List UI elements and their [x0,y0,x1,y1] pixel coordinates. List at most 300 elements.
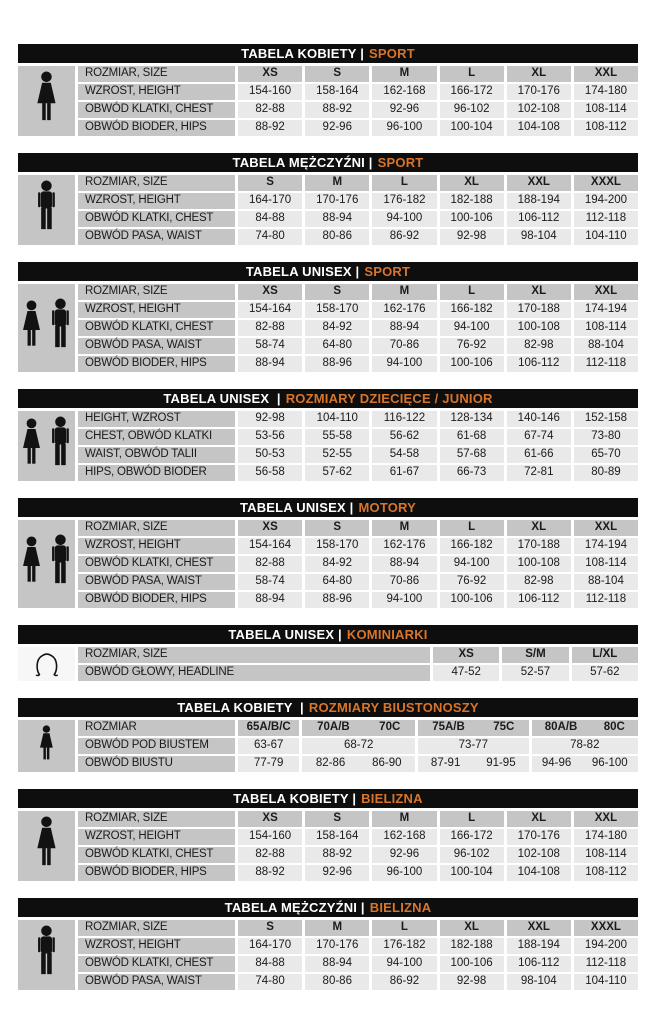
table-row [78,193,638,209]
value-cell [507,956,571,972]
cell-text: XXL [527,176,550,189]
value-cell [238,865,302,881]
cell-text: 162-176 [383,303,426,316]
value-cell [372,938,436,954]
cell-text: XXXL [590,176,621,189]
cell-text: 57-62 [590,666,620,679]
value-cell [305,84,369,100]
table-row [78,865,638,881]
table-title-accent: SPORT [369,46,415,61]
value-cell [238,429,302,445]
value-cell [440,465,504,481]
row-label: OBWÓD GŁOWY, HEADLINE [78,665,430,681]
cell-text: 88-94 [255,593,285,606]
size-header-cell [502,647,568,663]
value-cell [574,592,638,608]
cell-text: S [333,521,342,534]
cell-text: XS [262,812,278,825]
value-cell [238,956,302,972]
value-cell [572,665,638,681]
table-title-bar [18,153,638,172]
row-label: HEIGHT, WZROST [78,411,235,427]
cell-text: 164-170 [248,939,292,952]
cell-text: 96-100 [386,866,423,879]
cell-text: 88-94 [389,557,420,570]
cell-text: 128-134 [450,412,493,425]
cell-text: 104-110 [585,230,627,243]
value-cell [372,356,436,372]
value-cell [440,847,504,863]
value-cell [507,120,571,136]
table-row [78,811,638,827]
row-label: OBWÓD KLATKI, CHEST [78,320,235,336]
cell-text: 100-106 [450,212,493,225]
cell-text: 100-104 [450,866,493,879]
value-cell [440,320,504,336]
size-header-cell [238,520,302,536]
cell-text: 174-194 [584,539,628,552]
size-header-cell [372,175,436,191]
table-title-bar [18,498,638,517]
cell-text: 112-118 [585,357,627,370]
cell-text: 57-68 [456,448,487,461]
cell-text: 98-104 [520,230,557,243]
cell-text: 94-100 [453,321,490,334]
value-cell [305,302,369,318]
table-title-bar [18,44,638,63]
value-cell [507,574,571,590]
value-cell [440,193,504,209]
value-cell [440,102,504,118]
cell-text: 100-106 [450,957,493,970]
value-cell [302,738,415,754]
value-cell [507,411,571,427]
cell-text: 88-96 [322,357,352,370]
cell-text: 98-104 [520,975,557,988]
value-cell [372,411,436,427]
size-table-unisex-dzieciece-junior [18,389,638,481]
cell-text: L [468,521,476,534]
row-label: OBWÓD BIUSTU [78,756,235,772]
table-row [78,920,638,936]
value-cell [238,193,302,209]
cell-text: L [468,812,476,825]
cell-text: M [399,67,410,80]
size-header-cell [574,175,638,191]
value-cell [507,338,571,354]
value-cell [372,556,436,572]
cell-text: 75C [493,721,515,734]
size-header-cell [238,920,302,936]
table-row [78,829,638,845]
cell-text: 106-112 [518,212,560,225]
cell-text: 166-182 [450,303,493,316]
size-header-cell [440,520,504,536]
value-cell [238,738,299,754]
cell-text: 58-74 [255,575,285,588]
value-cell [238,974,302,990]
table-title: TABELA KOBIETY | [241,46,365,61]
cell-text: 92-98 [456,230,487,243]
cell-text: XS [262,67,278,80]
value-cell [372,465,436,481]
value-cell [507,429,571,445]
table-rows [78,647,638,681]
cell-text: 55-58 [322,430,352,443]
cell-text: 67-74 [524,430,554,443]
value-cell [574,847,638,863]
table-body [18,66,638,136]
cell-text: 64-80 [322,339,352,352]
value-cell [532,756,638,772]
value-cell [433,665,499,681]
table-title: TABELA UNISEX | [239,500,354,515]
cell-text: 102-108 [517,103,560,116]
table-row [78,84,638,100]
table-rows [78,520,638,608]
table-title-accent: KOMINIARKI [346,627,428,642]
value-cell [507,320,571,336]
value-cell [507,538,571,554]
size-header-cell [507,175,571,191]
cell-text: 82-88 [255,321,285,334]
size-header-cell [532,720,638,736]
size-header-cell [507,920,571,936]
cell-text: 154-164 [248,303,292,316]
table-row [78,66,638,82]
cell-text: XS [262,521,278,534]
cell-text: L [400,921,408,934]
row-label: ROZMIAR, SIZE [78,811,235,827]
cell-text: 94-100 [386,357,423,370]
cell-text: 100-104 [450,121,493,134]
cell-text: 65-70 [591,448,621,461]
value-cell [238,447,302,463]
size-header-cell [372,811,436,827]
cell-text: L/XL [592,648,618,661]
value-cell [440,338,504,354]
value-cell [372,829,436,845]
cell-text: 170-176 [517,830,560,843]
cell-text: 64-80 [322,575,352,588]
value-cell [507,847,571,863]
value-cell [372,302,436,318]
table-row [78,120,638,136]
size-header-cell [305,920,369,936]
cell-text: 108-114 [585,557,627,570]
value-cell [574,465,638,481]
value-cell [238,338,302,354]
value-cell [305,847,369,863]
woman-icon [18,720,75,772]
cell-text: S [266,921,274,934]
man-icon [18,920,75,990]
value-cell [305,120,369,136]
table-title-accent: ROZMIARY BIUSTONOSZY [308,700,479,715]
cell-text: 94-100 [386,212,423,225]
cell-text: 63-67 [253,739,284,752]
cell-text: 100-108 [517,557,560,570]
table-title-bar [18,698,638,717]
value-cell [238,229,302,245]
cell-text: 84-88 [255,212,285,225]
cell-text: 158-164 [316,830,359,843]
value-cell [507,556,571,572]
table-title-bar [18,389,638,408]
table-row [78,538,638,554]
value-cell [574,302,638,318]
size-header-cell [305,66,369,82]
cell-text: L [468,67,476,80]
row-label: OBWÓD KLATKI, CHEST [78,847,235,863]
table-row [78,429,638,445]
value-cell [238,102,302,118]
cell-text: 70C [379,721,401,734]
size-header-cell [305,175,369,191]
value-cell [574,556,638,572]
cell-text: 52-57 [520,666,551,679]
size-header-cell [238,66,302,82]
cell-text: 104-110 [585,975,627,988]
cell-text: 57-62 [322,466,352,479]
value-cell [440,447,504,463]
size-table-unisex-sport [18,262,638,372]
value-cell [574,447,638,463]
cell-text: 94-100 [386,593,423,606]
cell-text: 80C [603,721,625,734]
cell-text: 82-88 [255,103,285,116]
row-label: OBWÓD PASA, WAIST [78,229,235,245]
value-cell [305,465,369,481]
size-table-unisex-motory [18,498,638,608]
value-cell [305,193,369,209]
cell-text: 92-98 [456,975,487,988]
table-row [78,320,638,336]
value-cell [305,938,369,954]
value-cell [372,429,436,445]
value-cell [440,120,504,136]
value-cell [574,538,638,554]
cell-text: 112-118 [585,593,627,606]
cell-text: 92-96 [322,866,352,879]
cell-text: 106-112 [518,357,560,370]
value-cell [305,556,369,572]
cell-text: 54-58 [389,448,420,461]
size-table-kobiety-biustonosze [18,698,638,772]
cell-text: 194-200 [584,194,628,207]
size-header-cell [440,175,504,191]
value-cell [440,84,504,100]
cell-text: 170-176 [316,939,359,952]
table-row [78,411,638,427]
cell-text: 154-160 [248,830,292,843]
value-cell [372,865,436,881]
cell-text: XXL [594,285,618,298]
table-row [78,665,638,681]
man-icon [18,175,75,245]
value-cell [305,865,369,881]
value-cell [507,865,571,881]
row-label: WZROST, HEIGHT [78,829,235,845]
size-header-cell [507,66,571,82]
value-cell [305,229,369,245]
cell-text: 88-92 [322,848,352,861]
cell-text: 82-98 [524,575,554,588]
value-cell [305,447,369,463]
size-header-cell [507,284,571,300]
table-body [18,920,638,990]
cell-text: XS [262,285,278,298]
value-cell [440,538,504,554]
cell-text: 104-110 [316,412,358,425]
cell-text: 174-194 [584,303,628,316]
table-title-accent: SPORT [377,155,424,170]
row-label: WZROST, HEIGHT [78,84,235,100]
row-label: OBWÓD BIODER, HIPS [78,356,235,372]
row-label: ROZMIAR [78,720,235,736]
row-label: OBWÓD BIODER, HIPS [78,865,235,881]
cell-text: 61-66 [524,448,554,461]
cell-text: 166-172 [450,85,493,98]
cell-text: XXL [594,812,618,825]
row-label: ROZMIAR, SIZE [78,66,235,82]
table-row [78,592,638,608]
value-cell [305,592,369,608]
cell-text: 96-100 [591,757,628,770]
table-title: TABELA UNISEX | [245,264,360,279]
value-cell [238,320,302,336]
table-title: TABELA KOBIETY | [177,700,304,715]
size-header-cell [574,66,638,82]
cell-text: M [399,285,410,298]
value-cell [372,120,436,136]
size-header-cell [440,66,504,82]
row-label: WAIST, OBWÓD TALII [78,447,235,463]
cell-text: 84-92 [322,321,352,334]
cell-text: 170-188 [517,539,560,552]
cell-text: 52-55 [322,448,352,461]
size-header-cell [433,647,499,663]
value-cell [574,411,638,427]
cell-text: S [333,812,342,825]
value-cell [238,938,302,954]
value-cell [574,865,638,881]
value-cell [372,229,436,245]
table-row [78,338,638,354]
value-cell [238,302,302,318]
cell-text: XXL [594,67,618,80]
table-title-accent: ROZMIARY DZIECIĘCE / JUNIOR [285,391,493,406]
cell-text: 80-89 [591,466,621,479]
table-rows [78,284,638,372]
cell-text: 88-104 [588,575,624,588]
value-cell [238,465,302,481]
value-cell [440,356,504,372]
value-cell [574,193,638,209]
table-body [18,284,638,372]
cell-text: XXL [527,921,550,934]
table-title: TABELA MĘŻCZYŹNI | [224,900,365,915]
value-cell [372,592,436,608]
table-rows [78,411,638,481]
value-cell [305,211,369,227]
value-cell [372,956,436,972]
unisex-icon [18,411,75,481]
cell-text: 96-100 [386,121,423,134]
cell-text: 47-52 [451,666,481,679]
cell-text: 166-172 [450,830,493,843]
value-cell [372,102,436,118]
cell-text: M [332,176,343,189]
cell-text: 78-82 [570,739,600,752]
row-label: OBWÓD BIODER, HIPS [78,592,235,608]
cell-text: M [332,921,343,934]
size-header-cell [440,920,504,936]
cell-text: 76-92 [456,575,487,588]
cell-text: 170-176 [316,194,359,207]
cell-text: 92-98 [255,412,285,425]
size-table-mezczyzni-bielizna [18,898,638,990]
size-header-cell [574,920,638,936]
size-header-cell [440,284,504,300]
size-table-mezczyzni-sport [18,153,638,245]
table-row [78,356,638,372]
value-cell [574,211,638,227]
table-title-bar [18,789,638,808]
cell-text: 73-77 [458,739,488,752]
table-body [18,520,638,608]
woman-icon [18,811,75,881]
value-cell [418,756,529,772]
value-cell [440,411,504,427]
row-label: OBWÓD KLATKI, CHEST [78,556,235,572]
cell-text: 96-102 [453,103,490,116]
value-cell [574,956,638,972]
value-cell [238,592,302,608]
cell-text: 84-88 [255,957,285,970]
size-header-cell [372,520,436,536]
cell-text: 176-182 [383,194,426,207]
value-cell [574,974,638,990]
table-rows [78,175,638,245]
cell-text: 68-72 [343,739,374,752]
cell-text: 75A/B [432,721,465,734]
cell-text: 94-96 [541,757,572,770]
cell-text: 108-112 [585,121,627,134]
cell-text: 108-114 [585,848,627,861]
cell-text: 88-92 [255,866,285,879]
cell-text: 176-182 [383,939,426,952]
cell-text: 158-170 [316,539,359,552]
value-cell [574,338,638,354]
value-cell [440,429,504,445]
value-cell [305,538,369,554]
cell-text: L [468,285,476,298]
value-cell [238,538,302,554]
cell-text: 86-92 [389,230,420,243]
cell-text: M [399,812,410,825]
value-cell [372,338,436,354]
cell-text: 162-168 [383,85,426,98]
row-label: HIPS, OBWÓD BIODER [78,465,235,481]
cell-text: 56-62 [389,430,420,443]
cell-text: XL [531,67,547,80]
cell-text: 76-92 [456,339,487,352]
value-cell [440,229,504,245]
value-cell [507,84,571,100]
table-title-accent: BIELIZNA [369,900,432,915]
table-rows [78,811,638,881]
